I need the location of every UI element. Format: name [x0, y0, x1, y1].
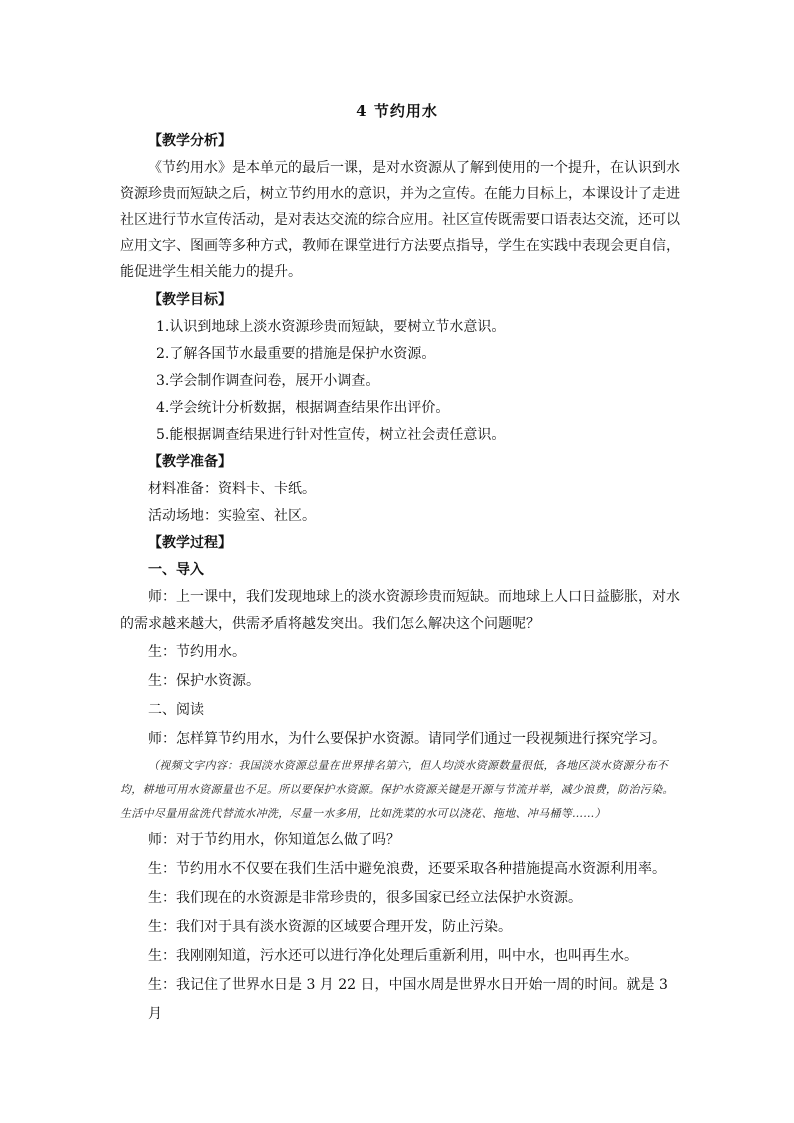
document-body — [120, 128, 682, 1029]
section-heading-process: 【教学过程】 — [148, 535, 232, 551]
student-answer-3: 生：我们对于具有淡水资源的区域要合理开发，防止污染。 — [148, 919, 512, 935]
part1-student-1: 生：节约用水。 — [148, 644, 246, 660]
part1-student-2: 生：保护水资源。 — [148, 673, 260, 689]
part2-teacher-text: 师：怎样算节约用水，为什么要保护水资源。请同学们通过一段视频进行探究学习。 — [148, 731, 666, 747]
student-answer-1: 生：节约用水不仅要在我们生活中避免浪费，还要采取各种措施提高水资源利用率。 — [148, 861, 666, 877]
section-heading-analysis: 【教学分析】 — [148, 133, 232, 149]
analysis-paragraph: 《节约用水》是本单元的最后一课，是对水资源从了解到使用的一个提升，在认识到水资源珍贵而短缺之后，树立节约用水的意识，并为之宣传。在能力目标上，本课设计了走进社区进行节水宣传活动，是对表达交流的综合应用。社区宣传既需要口语表达交流，还可以应用文字、图画等多种方式，教师在课堂进行方法要点指导，学生在实践中表现会更自信，能促进学生相关能力的提升。 — [120, 160, 680, 280]
teacher-question: 师：对于节约用水，你知道怎么做了吗？ — [148, 832, 400, 848]
student-answer-4: 生：我刚刚知道，污水还可以进行净化处理后重新利用，叫中水，也叫再生水。 — [148, 948, 638, 964]
goal-item-3: 3.学会制作调查问卷，展开小调查。 — [156, 373, 380, 389]
student-answer-2: 生：我们现在的水资源是非常珍贵的，很多国家已经立法保护水资源。 — [148, 890, 582, 906]
goal-item-2: 2.了解各国节水最重要的措施是保护水资源。 — [156, 346, 436, 362]
page-title: 4 节约用水 — [356, 102, 438, 120]
part1-heading: 一、导入 — [148, 562, 204, 578]
goal-item-5: 5.能根据调查结果进行针对性宣传，树立社会责任意识。 — [156, 427, 506, 443]
video-note: （视频文字内容：我国淡水资源总量在世界排名第六，但人均淡水资源数量很低，各地区淡水资源分布不均，耕地可用水资源量也不足。所以要保护水资源。保护水资源关键是开源与节流并举，减少浪费，防治污染。生活中尽量用盆洗代替流水冲洗，尽量一水多用，比如洗菜的水可以浇花、拖地、冲马桶等……） — [120, 759, 674, 820]
student-answer-5: 生：我记住了世界水日是 3 月 22 日，中国水周是世界水日开始一周的时间。就是 3 月 — [148, 977, 668, 1022]
section-heading-goals: 【教学目标】 — [148, 292, 232, 308]
prep-materials: 材料准备：资料卡、卡纸。 — [148, 481, 316, 497]
part1-teacher-text: 师：上一课中，我们发现地球上的淡水资源珍贵而短缺。而地球上人口日益膨胀，对水的需求越来越大，供需矛盾将越发突出。我们怎么解决这个问题呢？ — [120, 589, 680, 632]
goal-item-4: 4.学会统计分析数据，根据调查结果作出评价。 — [156, 400, 450, 416]
goal-item-1: 1.认识到地球上淡水资源珍贵而短缺，要树立节水意识。 — [156, 319, 506, 335]
part2-heading: 二、阅读 — [148, 702, 204, 718]
prep-venue: 活动场地：实验室、社区。 — [148, 508, 316, 524]
section-heading-prep: 【教学准备】 — [148, 454, 232, 470]
